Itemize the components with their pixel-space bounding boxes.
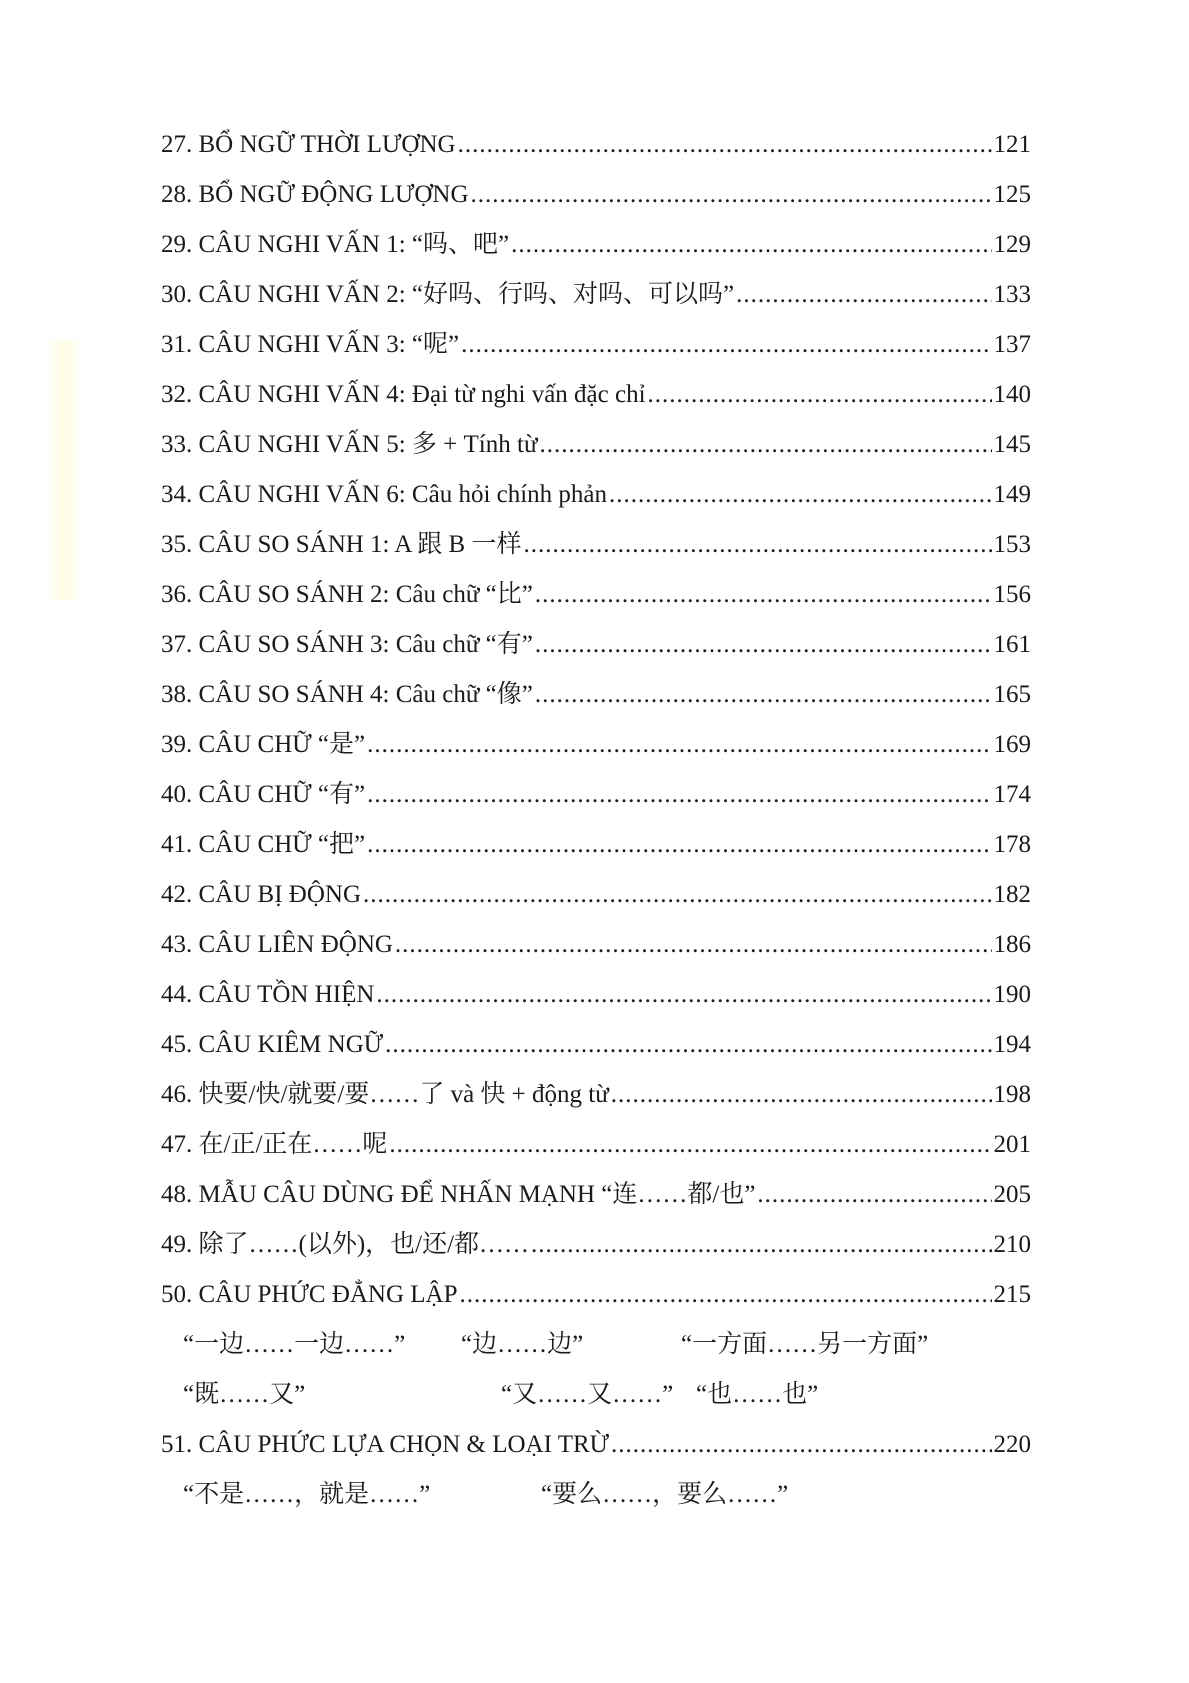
toc-entry-title: 32. CÂU NGHI VẤN 4: Đại từ nghi vấn đặc chỉ [161, 381, 646, 408]
toc-subitem: “要么……，要么……” [541, 1481, 789, 1508]
toc-entry-page: 165 [993, 681, 1031, 708]
toc-entry-title: 44. CÂU TỒN HIỆN [161, 981, 375, 1008]
toc-entry[interactable] [161, 1270, 1031, 1320]
toc-entry-title: 31. CÂU NGHI VẤN 3: “呢” [161, 331, 460, 358]
toc-leader-dots [611, 1420, 991, 1470]
toc-entry-page: 186 [993, 931, 1031, 958]
toc-entry-51[interactable] [161, 1420, 1031, 1470]
toc-subitems-50-row-1 [161, 1320, 1031, 1370]
toc-entry-page: 205 [993, 1181, 1031, 1208]
toc-entry-title: 51. CÂU PHỨC LỰA CHỌN & LOẠI TRỪ [161, 1431, 610, 1458]
toc-leader-dots [757, 1170, 991, 1220]
toc-subitem: “一方面……另一方面” [681, 1331, 929, 1358]
toc-leader-dots [395, 920, 992, 970]
table-of-contents [161, 120, 1031, 1520]
toc-subitem: “边……边” [461, 1331, 584, 1358]
toc-leader-dots [367, 720, 991, 770]
toc-entry[interactable] [161, 770, 1031, 820]
toc-entry-title: 33. CÂU NGHI VẤN 5: 多 + Tính từ [161, 431, 538, 458]
toc-leader-dots [367, 820, 991, 870]
toc-leader-dots [460, 1270, 992, 1320]
toc-subitem: “既……又” [183, 1381, 306, 1408]
toc-entry[interactable] [161, 170, 1031, 220]
toc-entry[interactable] [161, 970, 1031, 1020]
toc-entry[interactable] [161, 1120, 1031, 1170]
toc-entry-page: 210 [993, 1231, 1031, 1258]
toc-entry[interactable] [161, 270, 1031, 320]
toc-leader-dots [540, 420, 992, 470]
toc-subitem: “又……又……” [501, 1381, 674, 1408]
toc-entry-title: 45. CÂU KIÊM NGỮ [161, 1031, 384, 1058]
toc-entry-page: 174 [993, 781, 1031, 808]
toc-entry-page: 161 [993, 631, 1031, 658]
toc-entry-title: 46. 快要/快/就要/要……了 và 快 + động từ [161, 1081, 609, 1108]
toc-entry[interactable] [161, 870, 1031, 920]
toc-leader-dots [458, 120, 992, 170]
toc-entry-page: 129 [993, 231, 1031, 258]
toc-leader-dots [531, 1220, 991, 1270]
toc-leader-dots [461, 320, 991, 370]
toc-leader-dots [363, 870, 992, 920]
toc-entry-title: 37. CÂU SO SÁNH 3: Câu chữ “有” [161, 631, 533, 658]
toc-entry[interactable] [161, 1070, 1031, 1120]
toc-entry-page: 121 [993, 131, 1031, 158]
toc-entry[interactable] [161, 620, 1031, 670]
toc-entry-title: 43. CÂU LIÊN ĐỘNG [161, 931, 393, 958]
toc-entry[interactable] [161, 570, 1031, 620]
toc-entry-page: 137 [993, 331, 1031, 358]
toc-entry[interactable] [161, 420, 1031, 470]
toc-leader-dots [535, 670, 992, 720]
toc-entry-page: 149 [993, 481, 1031, 508]
toc-entry-title: 39. CÂU CHỮ “是” [161, 731, 366, 758]
toc-subitem: “也……也” [696, 1381, 819, 1408]
toc-entry-page: 169 [993, 731, 1031, 758]
toc-entry[interactable] [161, 720, 1031, 770]
toc-leader-dots [535, 570, 992, 620]
toc-entry-title: 29. CÂU NGHI VẤN 1: “吗、吧” [161, 231, 510, 258]
toc-entry-page: 125 [993, 181, 1031, 208]
toc-subitems-50-row-2 [161, 1370, 1031, 1420]
toc-entry[interactable] [161, 520, 1031, 570]
toc-leader-dots [523, 520, 991, 570]
toc-leader-dots [511, 220, 991, 270]
toc-leader-dots [648, 370, 992, 420]
toc-entry-title: 38. CÂU SO SÁNH 4: Câu chữ “像” [161, 681, 533, 708]
toc-leader-dots [389, 1120, 991, 1170]
toc-entry-page: 201 [993, 1131, 1031, 1158]
toc-entry[interactable] [161, 1220, 1031, 1270]
toc-entry-page: 220 [993, 1431, 1031, 1458]
toc-entry-title: 42. CÂU BỊ ĐỘNG [161, 881, 361, 908]
toc-entry[interactable] [161, 370, 1031, 420]
toc-entry[interactable] [161, 220, 1031, 270]
toc-entry-title: 49. 除了……(以外)，也/还/都…… [161, 1231, 530, 1258]
toc-entry-title: 48. MẪU CÂU DÙNG ĐỂ NHẤN MẠNH “连……都/也” [161, 1181, 756, 1208]
toc-entry-page: 153 [993, 531, 1031, 558]
toc-entry-page: 190 [993, 981, 1031, 1008]
toc-entry-title: 30. CÂU NGHI VẤN 2: “好吗、行吗、对吗、可以吗” [161, 281, 735, 308]
toc-entry-title: 47. 在/正/正在……呢 [161, 1131, 388, 1158]
toc-leader-dots [376, 970, 991, 1020]
toc-entry[interactable] [161, 320, 1031, 370]
toc-entry-page: 133 [993, 281, 1031, 308]
toc-entry[interactable] [161, 120, 1031, 170]
toc-entry-page: 198 [993, 1081, 1031, 1108]
toc-leader-dots [385, 1020, 991, 1070]
toc-entry-title: 36. CÂU SO SÁNH 2: Câu chữ “比” [161, 581, 533, 608]
toc-leader-dots [609, 470, 991, 520]
page-edge-shading [46, 340, 82, 600]
toc-entry[interactable] [161, 670, 1031, 720]
toc-subitems-51-row-1 [161, 1470, 1031, 1520]
toc-entry-title: 40. CÂU CHỮ “有” [161, 781, 366, 808]
toc-entry-title: 50. CÂU PHỨC ĐẲNG LẬP [161, 1281, 458, 1308]
toc-entry-title: 28. BỔ NGỮ ĐỘNG LƯỢNG [161, 181, 469, 208]
toc-entry-page: 194 [993, 1031, 1031, 1058]
toc-entry[interactable] [161, 470, 1031, 520]
toc-list [161, 120, 1031, 1320]
toc-entry-title: 27. BỔ NGỮ THỜI LƯỢNG [161, 131, 456, 158]
toc-entry-page: 178 [993, 831, 1031, 858]
toc-entry-page: 156 [993, 581, 1031, 608]
toc-entry-title: 41. CÂU CHỮ “把” [161, 831, 366, 858]
toc-entry-page: 140 [993, 381, 1031, 408]
toc-entry-title: 35. CÂU SO SÁNH 1: A 跟 B 一样 [161, 531, 522, 558]
toc-subitem: “不是……，就是……” [183, 1481, 431, 1508]
toc-entry[interactable] [161, 820, 1031, 870]
toc-entry-page: 145 [993, 431, 1031, 458]
toc-entry[interactable] [161, 1170, 1031, 1220]
toc-leader-dots [471, 170, 992, 220]
toc-entry-page: 182 [993, 881, 1031, 908]
toc-entry-page: 215 [993, 1281, 1031, 1308]
toc-leader-dots [535, 620, 992, 670]
toc-leader-dots [367, 770, 991, 820]
toc-subitem: “一边……一边……” [183, 1331, 406, 1358]
toc-entry-title: 34. CÂU NGHI VẤN 6: Câu hỏi chính phản [161, 481, 608, 508]
toc-entry[interactable] [161, 920, 1031, 970]
toc-leader-dots [736, 270, 991, 320]
toc-leader-dots [611, 1070, 992, 1120]
toc-entry[interactable] [161, 1020, 1031, 1070]
